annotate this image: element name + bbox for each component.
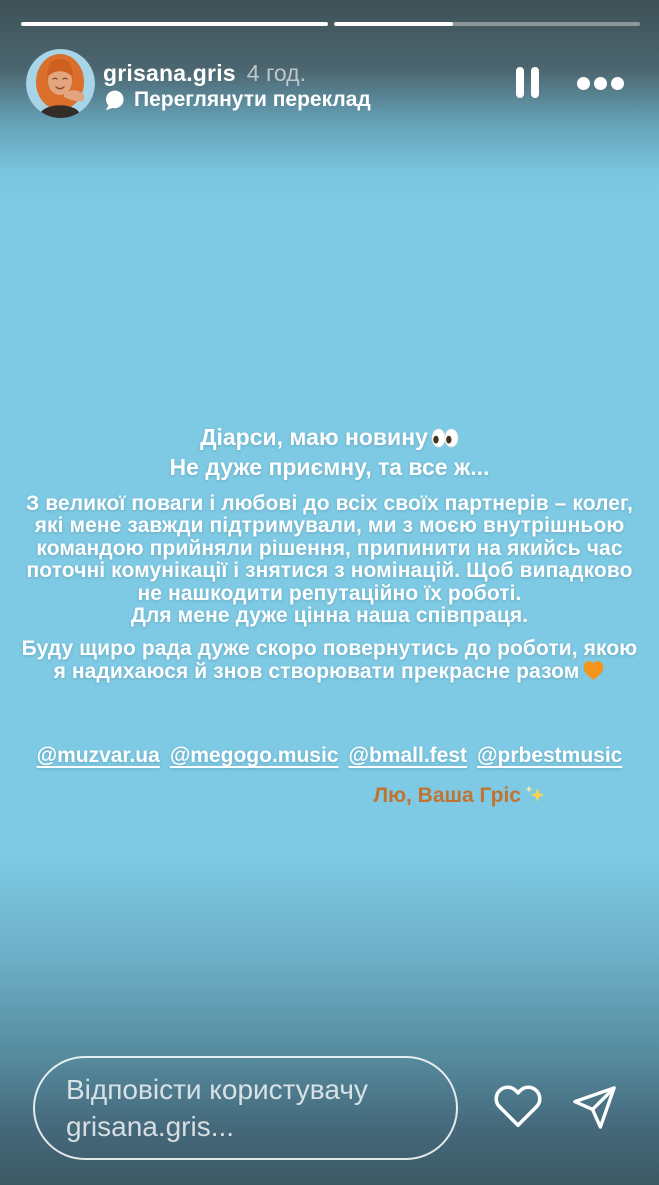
story-text-paragraph-1 — [0, 493, 659, 627]
pause-icon — [531, 67, 539, 98]
pause-button[interactable] — [516, 67, 539, 98]
story-mentions — [0, 744, 659, 768]
share-button[interactable] — [571, 1084, 618, 1136]
story-progress-bar — [21, 22, 640, 26]
view-translation-button[interactable] — [104, 88, 371, 112]
story-text-line: З великої поваги і любові до всіх своїх партнерів – колег, — [26, 492, 633, 515]
eyes-emoji — [431, 427, 459, 454]
progress-fill — [21, 22, 328, 26]
progress-segment — [21, 22, 328, 26]
more-options-icon — [594, 77, 607, 90]
username[interactable]: grisana.gris — [103, 60, 236, 86]
progress-fill — [334, 22, 454, 26]
story-text-line: Для мене дуже цінна наша співпраця. — [130, 604, 529, 628]
story-text-line: Діарси, маю новину — [0, 424, 659, 454]
story-timestamp: 4 год. — [246, 60, 306, 86]
speech-bubble-icon — [104, 90, 125, 111]
mention-link[interactable]: @muzvar.ua — [36, 744, 160, 767]
story-text-line: я надихаюся й знов створювати прекрасне разом — [0, 660, 659, 686]
heart-icon — [496, 1087, 540, 1125]
story-text-line: Буду щиро рада дуже скоро повернутись до роботи, якою — [21, 637, 638, 660]
more-options-icon — [577, 77, 590, 90]
story-text-line: не нашкодити репутаційно їх роботі. — [137, 581, 522, 605]
story-text-paragraph-2 — [0, 638, 659, 687]
more-options-button[interactable] — [577, 77, 624, 90]
story-text-line: Не дуже приємну, та все ж... — [169, 453, 490, 480]
user-line — [103, 60, 306, 87]
mention-link[interactable]: @prbestmusic — [477, 744, 623, 767]
more-options-icon — [611, 77, 624, 90]
view-translation-label: Переглянути переклад — [134, 88, 371, 111]
story-text-intro — [0, 424, 659, 480]
story-text-line: які мене завжди підтримували, ми з моєю внутрішньою — [34, 514, 625, 538]
story-signoff: Лю, Ваша Гріс — [373, 784, 545, 811]
mention-link[interactable]: @bmall.fest — [348, 744, 468, 767]
orange-heart-emoji — [582, 660, 605, 686]
avatar[interactable] — [26, 49, 95, 118]
reply-input[interactable]: Відповісти користувачу grisana.gris... — [33, 1056, 458, 1160]
progress-segment — [334, 22, 641, 26]
mention-link[interactable]: @megogo.music — [169, 744, 339, 767]
story-text-line: поточні комунікації і знятися з номінацій. Щоб випадково — [26, 559, 633, 583]
sparkles-emoji — [524, 784, 545, 811]
like-button[interactable] — [493, 1083, 543, 1134]
story-text-line: командою прийняли рішення, припинити на якийсь час — [36, 536, 623, 560]
pause-icon — [516, 67, 524, 98]
